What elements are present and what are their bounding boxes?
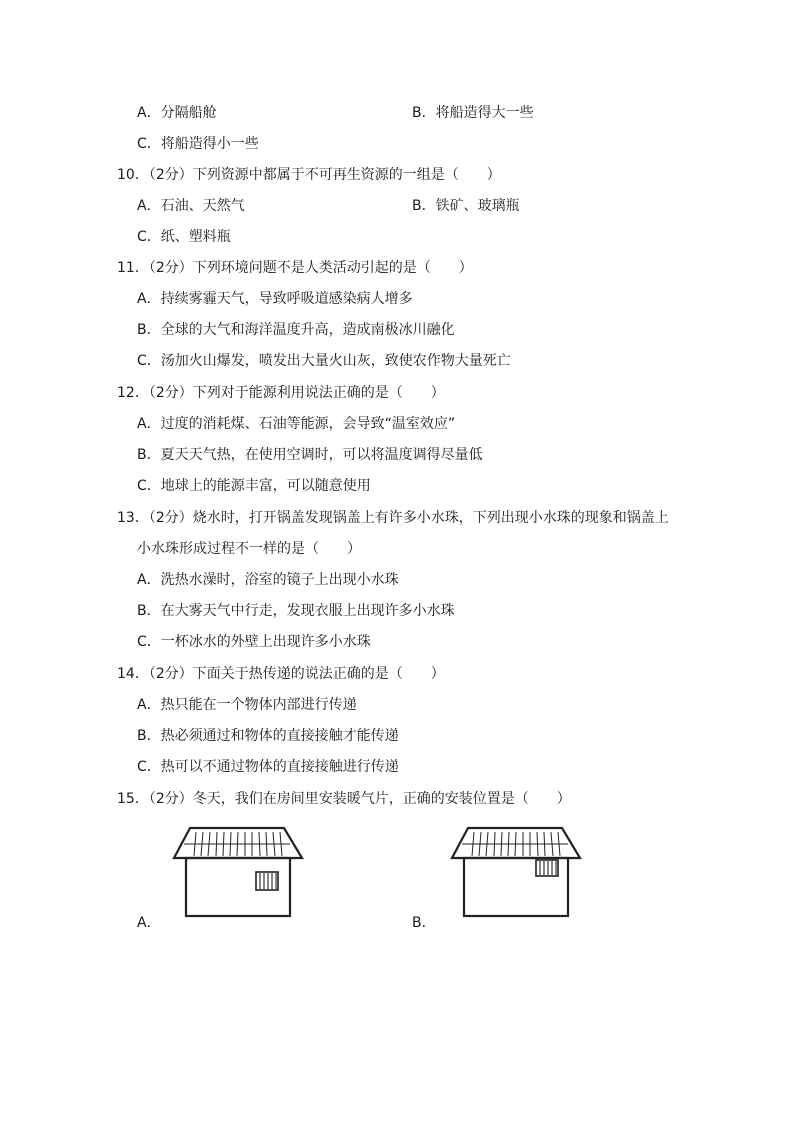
q12-stem: 12．（2分）下列对于能源利用说法正确的是（ ）: [117, 385, 445, 401]
q12-option-a: A．过度的消耗煤、石油等能源，会导致“温室效应”: [137, 416, 456, 432]
heater-icon: [536, 860, 558, 876]
q11-option-a: A．持续雾霾天气，导致呼吸道感染病人增多: [137, 291, 413, 307]
q12-option-b: B．夏天天气热，在使用空调时，可以将温度调得尽量低: [137, 447, 483, 463]
q13-option-c: C．一杯冰水的外壁上出现许多小水珠: [137, 634, 371, 650]
q12-option-c: C．地球上的能源丰富，可以随意使用: [137, 478, 371, 494]
q14-stem: 14．（2分）下面关于热传递的说法正确的是（ ）: [117, 666, 445, 682]
q15-option-a-label: A．: [137, 915, 161, 931]
q14-option-b: B．热必须通过和物体的直接接触才能传递: [137, 728, 399, 744]
q11-option-c: C．汤加火山爆发，喷发出大量火山灰，致使农作物大量死亡: [137, 353, 511, 369]
q10-stem: 10．（2分）下列资源中都属于不可再生资源的一组是（ ）: [117, 167, 501, 183]
q15-stem: 15．（2分）冬天，我们在房间里安装暖气片，正确的安装位置是（ ）: [117, 791, 571, 807]
q15-option-b-label: B．: [412, 915, 436, 931]
q11-option-b: B．全球的大气和海洋温度升高，造成南极冰川融化: [137, 322, 455, 338]
q13-stem-line1: 13．（2分）烧水时，打开锅盖发现锅盖上有许多小水珠，下列出现小水珠的现象和锅盖上: [117, 510, 669, 526]
q10-option-b: B．铁矿、玻璃瓶: [412, 198, 520, 214]
q9-option-c: C．将船造得小一些: [137, 136, 259, 152]
q13-option-a: A．洗热水澡时，浴室的镜子上出现小水珠: [137, 572, 399, 588]
q14-option-a: A．热只能在一个物体内部进行传递: [137, 697, 357, 713]
house-lower-heater-figure: [170, 824, 306, 920]
q13-option-b: B．在大雾天气中行走，发现衣服上出现许多小水珠: [137, 603, 455, 619]
q9-option-b: B．将船造得大一些: [412, 105, 534, 121]
q13-stem-line2: 小水珠形成过程不一样的是（ ）: [137, 541, 361, 557]
q10-option-a: A．石油、天然气: [137, 198, 245, 214]
q14-option-c: C．热可以不通过物体的直接接触进行传递: [137, 759, 399, 775]
q9-option-a: A．分隔船舱: [137, 105, 217, 121]
q11-stem: 11．（2分）下列环境问题不是人类活动引起的是（ ）: [117, 260, 473, 276]
heater-icon: [256, 872, 278, 890]
house-upper-heater-figure: [448, 824, 584, 920]
q10-option-c: C．纸、塑料瓶: [137, 229, 231, 245]
